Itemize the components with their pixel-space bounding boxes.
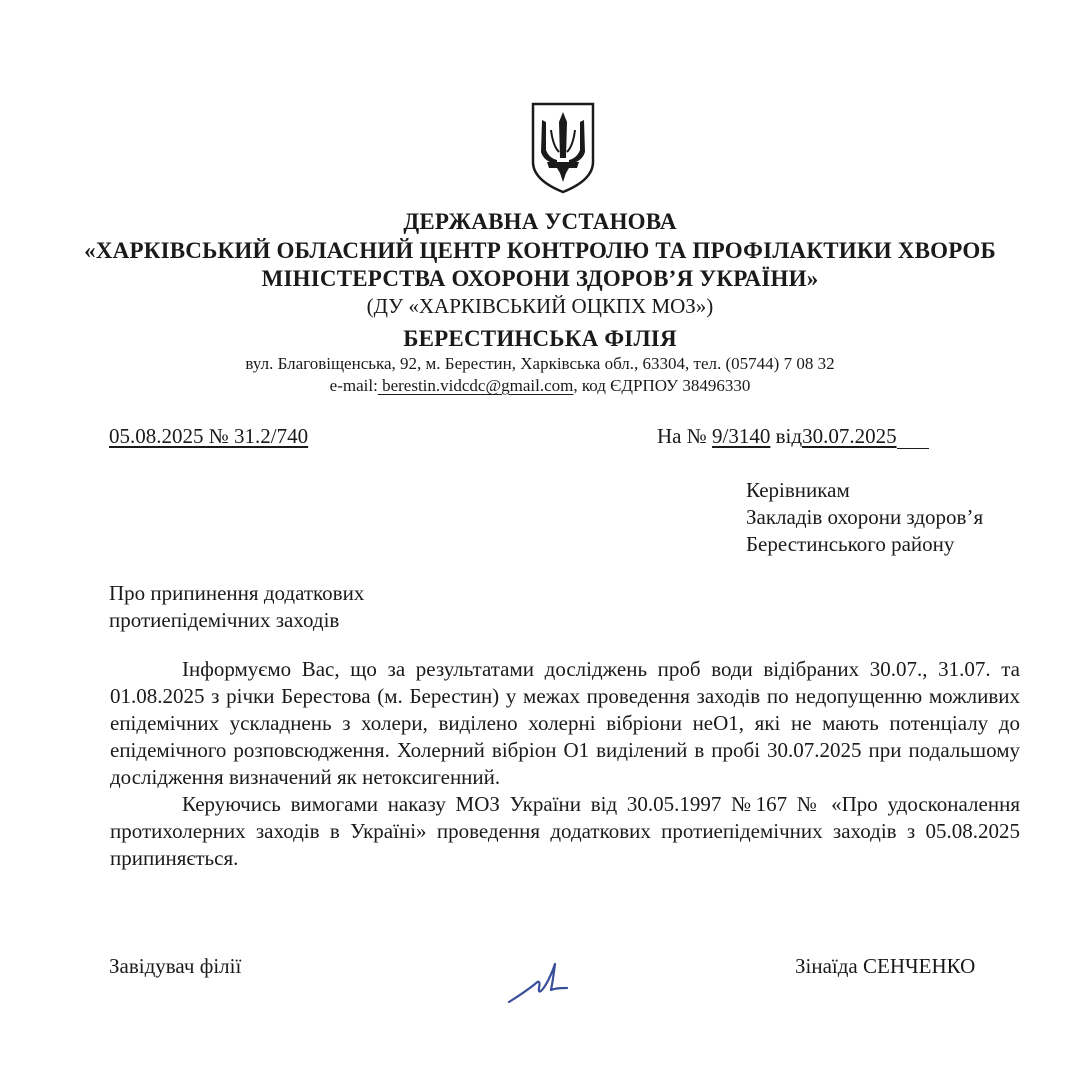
org-short-name: (ДУ «ХАРКІВСЬКИЙ ОЦКПХ МОЗ»): [366, 294, 714, 318]
incoming-date: 30.07.2025: [802, 424, 897, 448]
ministry-heading: МІНІСТЕРСТВА ОХОРОНИ ЗДОРОВ’Я УКРАЇНИ»: [261, 266, 819, 291]
incoming-prefix: На №: [657, 424, 707, 448]
body-paragraph: Керуючись вимогами наказу МОЗ України від 30.05.1997 №167 № «Про удосконалення протихолерних заходів в Україні» проведення додаткових протиепідемічних заходів з 05.08.2025 припиняється.: [110, 792, 1020, 870]
incoming-reference: [657, 424, 929, 449]
email-link[interactable]: berestin.vidcdc@gmail.com: [377, 376, 574, 395]
branch-contacts: [0, 376, 1080, 396]
body-paragraph: Інформуємо Вас, що за результатами досліджень проб води відібраних 30.07., 31.07. та 01.08.2025 з річки Берестова (м. Берестин) у межах проведення заходів по недопущенню можливих епідемічних ускладнень з холери, виділено холерні вібріони неО1, які не мають потенціалу до епідемічного розповсюдження. Холерний вібріон О1 виділений в пробі 30.07.2025 при подальшому дослідження визначений як нетоксигенний.: [110, 657, 1020, 789]
edrpou-code: , код ЄДРПОУ 38496330: [573, 376, 751, 395]
signatory-position: Завідувач філії: [109, 954, 242, 978]
addressee-block: [746, 477, 983, 558]
signature-mark: [505, 958, 575, 1006]
signatory-name: Зінаїда СЕНЧЕНКО: [795, 954, 976, 978]
subject-line: Про припинення додаткових: [109, 581, 365, 605]
addressee-line: Закладів охорони здоров’я: [746, 505, 984, 529]
addressee-line: Керівникам: [746, 478, 850, 502]
subject-line: протиепідемічних заходів: [109, 608, 340, 632]
fill-line: [897, 428, 929, 449]
org-type-heading: ДЕРЖАВНА УСТАНОВА: [403, 209, 677, 234]
email-label: e-mail:: [329, 376, 378, 395]
org-name-heading: «ХАРКІВСЬКИЙ ОБЛАСНИЙ ЦЕНТР КОНТРОЛЮ ТА ПРОФІЛАКТИКИ ХВОРОБ: [84, 238, 996, 263]
branch-heading: БЕРЕСТИНСЬКА ФІЛІЯ: [403, 326, 677, 351]
letter-body: [110, 656, 1020, 872]
branch-address: вул. Благовіщенська, 92, м. Берестин, Харківська обл., 63304, тел. (05744) 7 08 32: [245, 354, 835, 373]
outgoing-reference: 05.08.2025 № 31.2/740: [109, 424, 309, 448]
addressee-line: Берестинського району: [746, 532, 955, 556]
trident-coat-of-arms-icon: [529, 100, 597, 196]
incoming-number: 9/3140: [712, 424, 771, 448]
incoming-from-label: від: [775, 424, 803, 448]
subject-block: [109, 580, 364, 634]
